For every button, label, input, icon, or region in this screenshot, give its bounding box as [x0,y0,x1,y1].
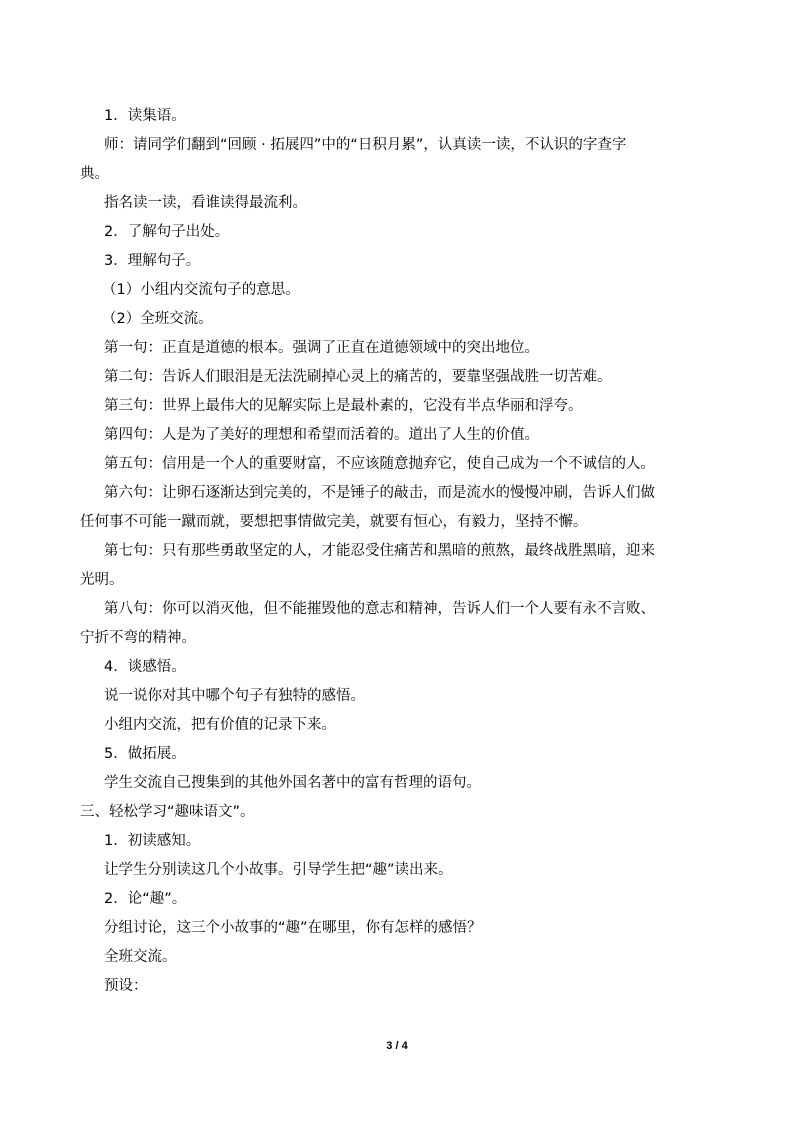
text-line: 任何事不可能一蹴而就，要想把事情做完美，就要有恒心，有毅力，坚持不懈。 [80,514,588,530]
text-line: 1．读集语。 [104,108,186,124]
text-line: 学生交流自己搜集到的其他外国名著中的富有哲理的语句。 [104,775,481,791]
text-line: 1．初读感知。 [104,833,201,849]
text-line: 指名读一读，看谁读得最流利。 [104,195,307,211]
text-line: 2．了解句子出处。 [104,224,230,240]
text-line: 4．谈感悟。 [104,659,186,675]
text-line: 分组讨论，这三个小故事的“趣”在哪里，你有怎样的感悟？ [104,920,482,936]
document-body [80,102,720,1001]
text-line: （1）小组内交流句子的意思。 [102,282,300,298]
text-line: 三、轻松学习“趣味语文”。 [80,804,255,820]
text-line: 说一说你对其中哪个句子有独特的感悟。 [104,688,365,704]
text-line: 小组内交流，把有价值的记录下来。 [104,717,336,733]
text-line: 3．理解句子。 [104,253,201,269]
text-line: 第五句：信用是一个人的重要财富，不应该随意抛弃它，使自己成为一个不诚信的人。 [104,456,655,472]
text-line: 师：请同学们翻到“回顾 · 拓展四”中的“日积月累”，认真读一读，不认识的字查字 [104,137,627,153]
text-line: 第八句：你可以消灭他，但不能摧毁他的意志和精神，告诉人们一个人要有永不言败、 [104,601,655,617]
page-number: 3 / 4 [386,1040,408,1052]
text-line: 第六句：让卵石逐渐达到完美的，不是锤子的敲击，而是流水的慢慢冲刷，告诉人们做 [104,485,655,501]
text-line: （2）全班交流。 [102,311,213,327]
text-line: 光明。 [80,572,124,588]
text-line: 5．做拓展。 [104,746,186,762]
text-line: 第三句：世界上最伟大的见解实际上是最朴素的，它没有半点华丽和浮夸。 [104,398,583,414]
text-line: 第二句：告诉人们眼泪是无法洗刷掉心灵上的痛苦的，要靠坚强战胜一切苦难。 [104,369,612,385]
text-line: 第七句：只有那些勇敢坚定的人，才能忍受住痛苦和黑暗的煎熬，最终战胜黑暗，迎来 [104,543,655,559]
text-line: 预设： [104,978,148,994]
text-line: 第一句：正直是道德的根本。强调了正直在道德领域中的突出地位。 [104,340,539,356]
text-line: 2．论“趣”。 [104,891,187,907]
text-line: 全班交流。 [104,949,177,965]
text-line: 让学生分别读这几个小故事。引导学生把“趣”读出来。 [104,862,453,878]
text-line: 宁折不弯的精神。 [80,630,196,646]
text-line: 第四句：人是为了美好的理想和希望而活着的。道出了人生的价值。 [104,427,539,443]
text-line: 典。 [80,166,109,182]
